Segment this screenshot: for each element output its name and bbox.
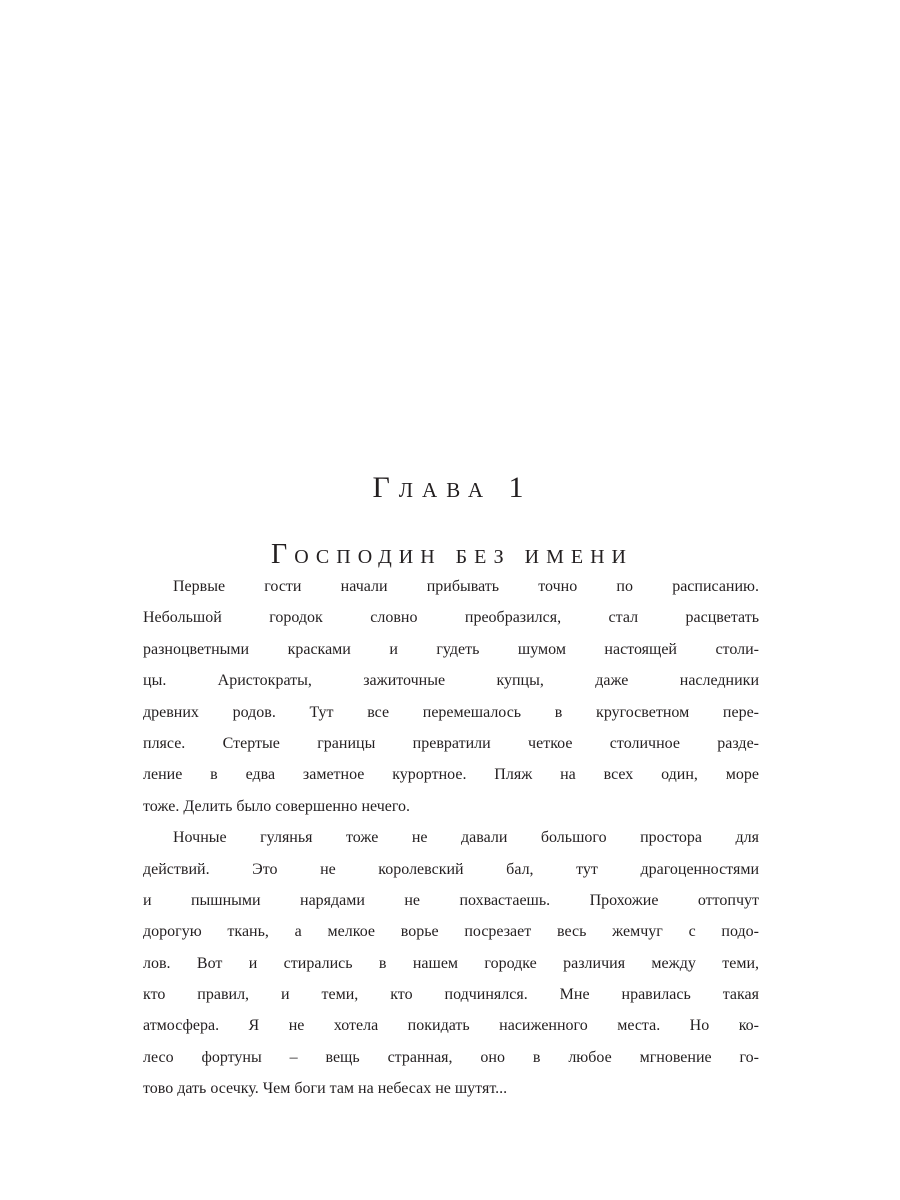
text-line: ление в едва заметное курортное. Пляж на всех один, море bbox=[143, 766, 759, 784]
text-line: Ночные гулянья тоже не давали большого простора для bbox=[173, 829, 759, 847]
text-line: Первые гости начали прибывать точно по расписанию. bbox=[173, 578, 759, 595]
text-line: и пышными нарядами не похвастаешь. Прохожие оттопчут bbox=[143, 891, 759, 909]
text-line: плясе. Стертые границы превратили четкое столичное разде- bbox=[143, 734, 759, 752]
text-line: Небольшой городок словно преобразился, стал расцветать bbox=[143, 609, 759, 627]
paragraph-2 bbox=[143, 829, 759, 1112]
text-line: кто правил, и теми, кто подчинялся. Мне нравилась такая bbox=[143, 986, 759, 1004]
text-line: цы. Аристократы, зажиточные купцы, даже наследники bbox=[143, 672, 759, 690]
text-line: атмосфера. Я не хотела покидать насиженного места. Но ко- bbox=[143, 1017, 759, 1035]
text-line: разноцветными красками и гудеть шумом настоящей столи- bbox=[143, 640, 759, 658]
text-line: дорогую ткань, а мелкое ворье посрезает весь жемчуг с подо- bbox=[143, 923, 759, 941]
chapter-title: Господин без имени bbox=[271, 539, 633, 571]
body-text bbox=[143, 578, 759, 1112]
text-line: древних родов. Тут все перемешалось в кругосветном пере- bbox=[143, 703, 759, 721]
text-line: тово дать осечку. Чем боги там на небесах не шутят... bbox=[143, 1080, 508, 1098]
text-line: тоже. Делить было совершенно нечего. bbox=[143, 797, 411, 815]
text-line: лов. Вот и стирались в нашем городке различия между теми, bbox=[143, 954, 759, 972]
paragraph-1 bbox=[143, 578, 759, 829]
chapter-number: Глава 1 bbox=[372, 471, 533, 505]
text-line: лесо фортуны – вещь странная, оно в любое мгновение го- bbox=[143, 1048, 759, 1066]
text-line: действий. Это не королевский бал, тут драгоценностями bbox=[143, 860, 759, 878]
